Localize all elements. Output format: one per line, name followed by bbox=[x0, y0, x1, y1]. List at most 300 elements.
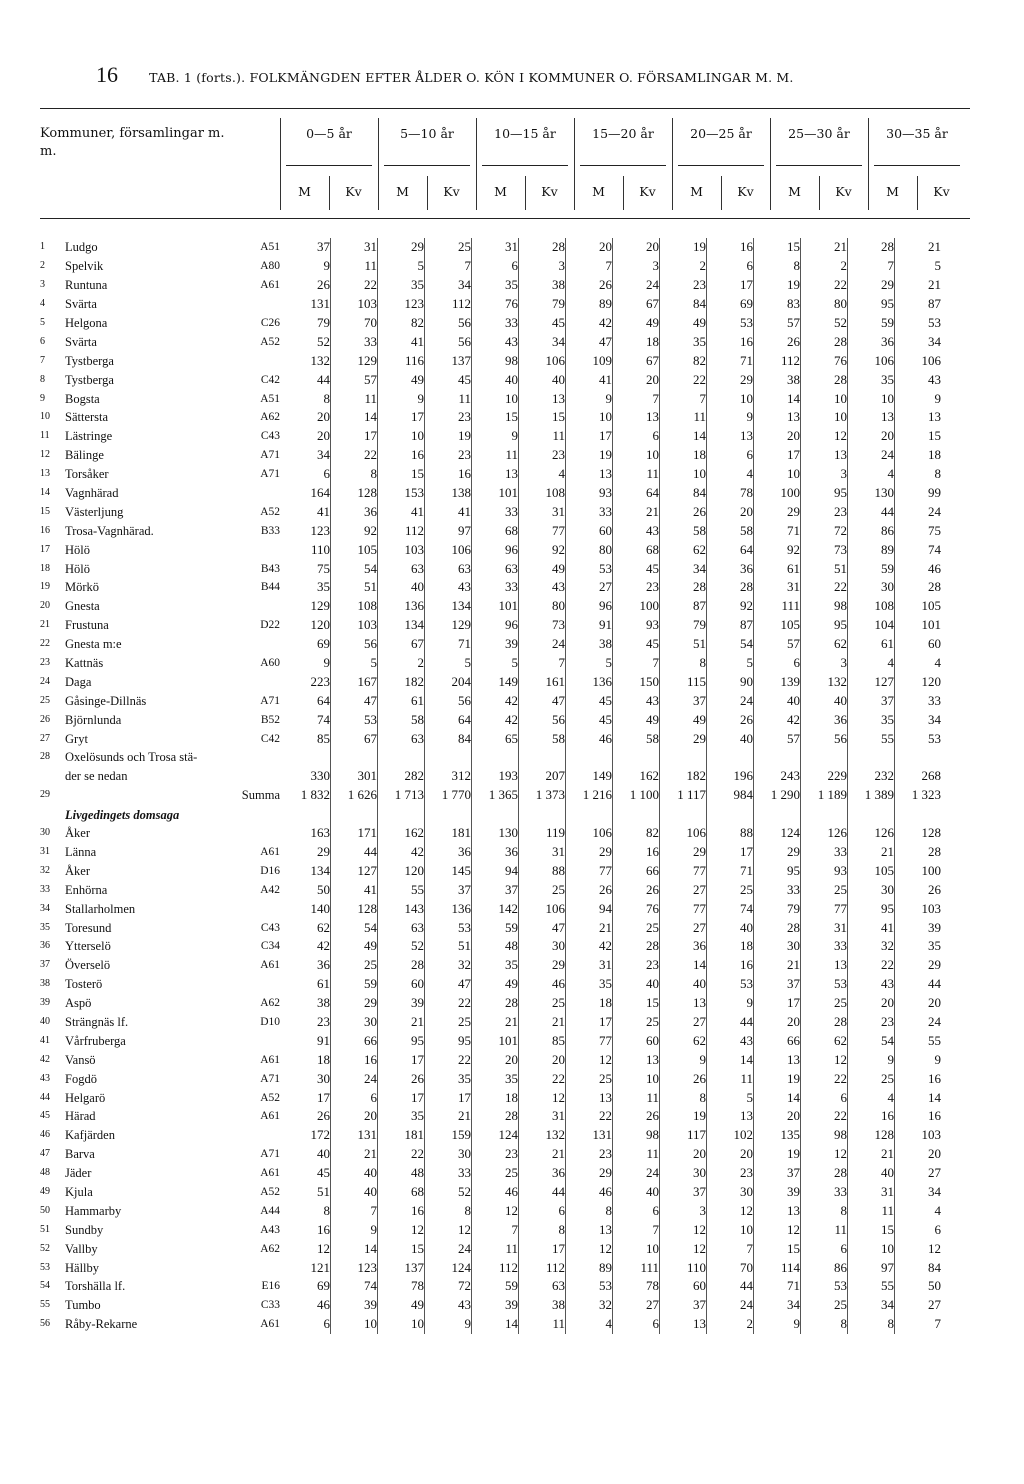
group-divider bbox=[770, 118, 771, 210]
row-name bbox=[65, 559, 284, 578]
value-cell: 312 bbox=[425, 767, 472, 786]
value-cell: 42 bbox=[566, 937, 613, 956]
value-cell: 68 bbox=[472, 521, 519, 540]
row-name bbox=[65, 1183, 284, 1202]
value-cell: 30 bbox=[331, 1013, 378, 1032]
value-cell: 85 bbox=[519, 1031, 566, 1050]
table-row bbox=[40, 351, 941, 370]
value-cell: 11 bbox=[331, 257, 378, 276]
value-cell: 120 bbox=[921, 673, 941, 689]
value-cell: 24 bbox=[928, 1013, 941, 1029]
row-label: Svärta bbox=[65, 297, 97, 312]
value-cell: 87 bbox=[660, 597, 707, 616]
value-cell: 22 bbox=[801, 578, 848, 597]
row-code: A52 bbox=[260, 505, 280, 518]
table-row bbox=[40, 729, 941, 748]
table-row bbox=[40, 1050, 941, 1069]
value-cell: 31 bbox=[519, 502, 566, 521]
value-cell: 67 bbox=[331, 729, 378, 748]
row-number: 27 bbox=[40, 732, 50, 744]
value-cell: 12 bbox=[801, 1050, 848, 1069]
row-code: A71 bbox=[260, 1148, 280, 1161]
value-cell: 31 bbox=[519, 843, 566, 862]
value-cell: 11 bbox=[519, 427, 566, 446]
value-cell: 38 bbox=[519, 1296, 566, 1315]
female-header: Kv bbox=[737, 184, 754, 199]
value-cell: 115 bbox=[660, 672, 707, 691]
value-cell: 10 bbox=[848, 1239, 895, 1258]
value-cell: 37 bbox=[284, 238, 331, 257]
value-cell: 9 bbox=[472, 427, 519, 446]
value-cell: 79 bbox=[754, 899, 801, 918]
value-cell: 74 bbox=[928, 541, 941, 557]
row-number: 35 bbox=[40, 921, 50, 933]
value-cell: 51 bbox=[331, 578, 378, 597]
row-label: Hammarby bbox=[65, 1203, 122, 1218]
value-cell: 112 bbox=[519, 1258, 566, 1277]
value-cell: 171 bbox=[331, 824, 378, 843]
value-cell bbox=[848, 805, 895, 824]
row-name bbox=[65, 861, 284, 880]
value-cell: 129 bbox=[425, 616, 472, 635]
value-cell: 134 bbox=[378, 616, 425, 635]
value-cell: 58 bbox=[519, 729, 566, 748]
value-cell: 98 bbox=[613, 1126, 660, 1145]
value-cell: 84 bbox=[425, 729, 472, 748]
value-cell: 26 bbox=[754, 332, 801, 351]
row-label: Vårfruberga bbox=[65, 1033, 126, 1048]
table-row bbox=[40, 654, 941, 673]
row-label: Helgona bbox=[65, 316, 108, 330]
value-cell: 49 bbox=[613, 710, 660, 729]
row-label: Råby-Rekarne bbox=[65, 1317, 138, 1332]
row-name bbox=[65, 257, 284, 276]
value-cell: 44 bbox=[331, 843, 378, 862]
value-cell: 121 bbox=[284, 1258, 331, 1277]
value-cell: 30 bbox=[425, 1145, 472, 1164]
value-cell: 111 bbox=[754, 597, 801, 616]
table-row bbox=[40, 484, 941, 503]
value-cell: 53 bbox=[425, 918, 472, 937]
row-code: A42 bbox=[260, 883, 280, 896]
value-cell: 95 bbox=[801, 484, 848, 503]
row-name bbox=[65, 918, 284, 937]
value-cell: 36 bbox=[848, 332, 895, 351]
value-cell: 9 bbox=[566, 389, 613, 408]
value-cell: 142 bbox=[472, 899, 519, 918]
row-number: 1 bbox=[40, 241, 45, 253]
row-number: 30 bbox=[40, 827, 50, 839]
value-cell: 131 bbox=[566, 1126, 613, 1145]
value-cell: 37 bbox=[425, 880, 472, 899]
value-cell: 75 bbox=[284, 559, 331, 578]
row-name bbox=[65, 635, 284, 654]
value-cell: 10 bbox=[472, 389, 519, 408]
value-cell bbox=[754, 748, 801, 767]
row-label: Gåsinge-Dillnäs bbox=[65, 693, 147, 708]
value-cell: 12 bbox=[928, 1240, 941, 1256]
row-name bbox=[65, 994, 284, 1013]
value-cell: 98 bbox=[801, 1126, 848, 1145]
value-cell: 9 bbox=[284, 257, 331, 276]
value-cell: 48 bbox=[472, 937, 519, 956]
value-cell: 22 bbox=[801, 276, 848, 295]
row-number: 46 bbox=[40, 1129, 50, 1141]
table-row bbox=[40, 994, 941, 1013]
female-header: Kv bbox=[933, 184, 950, 199]
row-name bbox=[65, 1164, 284, 1183]
value-cell: 93 bbox=[566, 484, 613, 503]
row-code: A52 bbox=[260, 335, 280, 348]
value-cell: 16 bbox=[378, 446, 425, 465]
value-cell: 20 bbox=[519, 1050, 566, 1069]
value-cell: 98 bbox=[472, 351, 519, 370]
value-cell: 51 bbox=[660, 635, 707, 654]
value-cell: 45 bbox=[613, 559, 660, 578]
value-cell: 22 bbox=[378, 1145, 425, 1164]
value-cell: 71 bbox=[425, 635, 472, 654]
value-cell: 18 bbox=[566, 994, 613, 1013]
value-cell: 52 bbox=[284, 332, 331, 351]
value-cell: 7 bbox=[472, 1220, 519, 1239]
value-cell: 21 bbox=[378, 1013, 425, 1032]
value-cell: 7 bbox=[613, 654, 660, 673]
value-cell: 49 bbox=[519, 559, 566, 578]
value-cell: 13 bbox=[928, 409, 941, 425]
value-cell: 44 bbox=[707, 1013, 754, 1032]
group-divider bbox=[476, 118, 477, 210]
table-row bbox=[40, 427, 941, 446]
value-cell: 50 bbox=[284, 880, 331, 899]
value-cell: 6 bbox=[331, 1088, 378, 1107]
value-cell: 21 bbox=[425, 1107, 472, 1126]
row-number: 44 bbox=[40, 1091, 50, 1103]
value-cell: 49 bbox=[660, 314, 707, 333]
value-cell: 15 bbox=[519, 408, 566, 427]
table-row bbox=[40, 1239, 941, 1258]
value-cell: 59 bbox=[472, 918, 519, 937]
value-cell: 72 bbox=[801, 521, 848, 540]
value-cell: 101 bbox=[472, 597, 519, 616]
row-label: Tumbo bbox=[65, 1298, 101, 1313]
value-cell: 13 bbox=[754, 408, 801, 427]
value-cell: 11 bbox=[613, 1145, 660, 1164]
row-name: Oxelösunds och Trosa stä- bbox=[65, 750, 198, 765]
row-code: B33 bbox=[260, 524, 280, 537]
value-cell: 55 bbox=[928, 1032, 941, 1048]
value-cell: 79 bbox=[284, 314, 331, 333]
value-cell: 26 bbox=[613, 880, 660, 899]
value-cell: 17 bbox=[754, 994, 801, 1013]
value-cell: 41 bbox=[284, 502, 331, 521]
value-cell: 71 bbox=[707, 351, 754, 370]
value-cell: 39 bbox=[928, 919, 941, 935]
value-cell: 46 bbox=[284, 1296, 331, 1315]
value-cell: 103 bbox=[921, 1127, 941, 1143]
row-number: 15 bbox=[40, 505, 50, 517]
value-cell: 17 bbox=[707, 843, 754, 862]
value-cell: 28 bbox=[707, 578, 754, 597]
value-cell: 123 bbox=[284, 521, 331, 540]
value-cell: 36 bbox=[801, 710, 848, 729]
value-cell: 106 bbox=[660, 824, 707, 843]
row-label: Vansö bbox=[65, 1052, 96, 1067]
value-cell: 43 bbox=[613, 521, 660, 540]
value-cell: 42 bbox=[472, 710, 519, 729]
value-cell: 41 bbox=[378, 332, 425, 351]
value-cell: 8 bbox=[284, 389, 331, 408]
row-number: 38 bbox=[40, 978, 50, 990]
value-cell: 33 bbox=[472, 502, 519, 521]
value-cell: 26 bbox=[378, 1069, 425, 1088]
value-cell: 48 bbox=[378, 1164, 425, 1183]
value-cell: 15 bbox=[754, 1239, 801, 1258]
row-name bbox=[65, 446, 284, 465]
value-cell: 41 bbox=[848, 918, 895, 937]
value-cell: 34 bbox=[928, 1183, 941, 1199]
value-cell: 35 bbox=[472, 1069, 519, 1088]
row-name bbox=[65, 729, 284, 748]
value-cell: 11 bbox=[519, 1315, 566, 1334]
value-cell: 112 bbox=[472, 1258, 519, 1277]
table-row bbox=[40, 1201, 941, 1220]
value-cell: 64 bbox=[613, 484, 660, 503]
value-cell: 1 389 bbox=[848, 786, 895, 805]
value-cell: 60 bbox=[660, 1277, 707, 1296]
row-label: Spelvik bbox=[65, 259, 104, 274]
row-number: 14 bbox=[40, 487, 50, 499]
value-cell: 6 bbox=[707, 257, 754, 276]
value-cell: 44 bbox=[928, 976, 941, 992]
value-cell: 22 bbox=[660, 370, 707, 389]
value-cell: 45 bbox=[566, 710, 613, 729]
value-cell: 61 bbox=[848, 635, 895, 654]
table-row bbox=[40, 559, 941, 578]
value-cell: 24 bbox=[331, 1069, 378, 1088]
value-cell: 30 bbox=[707, 1183, 754, 1202]
value-cell: 78 bbox=[707, 484, 754, 503]
row-number: 3 bbox=[40, 279, 45, 291]
value-cell: 7 bbox=[566, 257, 613, 276]
value-cell: 1 189 bbox=[801, 786, 848, 805]
value-cell: 232 bbox=[848, 767, 895, 786]
value-cell: 130 bbox=[472, 824, 519, 843]
row-label: Tystberga bbox=[65, 353, 114, 368]
value-cell: 27 bbox=[566, 578, 613, 597]
value-cell: 14 bbox=[754, 389, 801, 408]
value-cell: 68 bbox=[613, 540, 660, 559]
value-cell: 32 bbox=[566, 1296, 613, 1315]
value-cell: 11 bbox=[425, 389, 472, 408]
row-label: Björnlunda bbox=[65, 712, 122, 727]
value-cell: 132 bbox=[284, 351, 331, 370]
value-cell: 53 bbox=[801, 975, 848, 994]
value-cell bbox=[566, 805, 613, 824]
value-cell: 101 bbox=[472, 1031, 519, 1050]
value-cell: 19 bbox=[566, 446, 613, 465]
value-cell: 16 bbox=[928, 1070, 941, 1086]
value-cell: 18 bbox=[660, 446, 707, 465]
value-cell: 28 bbox=[801, 370, 848, 389]
value-cell: 34 bbox=[848, 1296, 895, 1315]
value-cell: 7 bbox=[425, 257, 472, 276]
value-cell: 82 bbox=[660, 351, 707, 370]
row-number: 4 bbox=[40, 298, 45, 310]
value-cell: 63 bbox=[378, 918, 425, 937]
value-cell: 26 bbox=[566, 880, 613, 899]
value-cell: 70 bbox=[331, 314, 378, 333]
value-cell: 16 bbox=[928, 1108, 941, 1124]
row-code: C26 bbox=[260, 317, 280, 329]
value-cell: 136 bbox=[566, 672, 613, 691]
value-cell: 58 bbox=[613, 729, 660, 748]
value-cell: 40 bbox=[801, 691, 848, 710]
value-cell: 6 bbox=[801, 1239, 848, 1258]
value-cell: 58 bbox=[660, 521, 707, 540]
value-cell: 78 bbox=[378, 1277, 425, 1296]
row-code: A71 bbox=[260, 1072, 280, 1085]
value-cell: 33 bbox=[801, 1183, 848, 1202]
value-cell: 18 bbox=[284, 1050, 331, 1069]
value-cell: 34 bbox=[660, 559, 707, 578]
row-name bbox=[65, 408, 284, 427]
value-cell: 20 bbox=[928, 1146, 941, 1162]
value-cell: 62 bbox=[660, 540, 707, 559]
value-cell: 77 bbox=[566, 1031, 613, 1050]
value-cell: 16 bbox=[707, 332, 754, 351]
value-cell: 13 bbox=[472, 465, 519, 484]
value-cell: 138 bbox=[425, 484, 472, 503]
value-cell: 74 bbox=[707, 899, 754, 918]
table-row bbox=[40, 899, 941, 918]
value-cell: 60 bbox=[378, 975, 425, 994]
value-cell: 7 bbox=[934, 1316, 941, 1332]
value-cell: 5 bbox=[425, 654, 472, 673]
value-cell: 16 bbox=[331, 1050, 378, 1069]
value-cell: 41 bbox=[566, 370, 613, 389]
value-cell: 40 bbox=[284, 1145, 331, 1164]
value-cell: 13 bbox=[754, 1050, 801, 1069]
value-cell: 30 bbox=[660, 1164, 707, 1183]
row-label: Fogdö bbox=[65, 1071, 97, 1086]
row-number: 11 bbox=[40, 430, 50, 442]
row-label: Gryt bbox=[65, 731, 88, 746]
value-cell: 95 bbox=[801, 616, 848, 635]
value-cell: 25 bbox=[848, 1069, 895, 1088]
value-cell: 4 bbox=[519, 465, 566, 484]
value-cell: 134 bbox=[284, 861, 331, 880]
value-cell: 77 bbox=[660, 861, 707, 880]
row-label: Torshälla lf. bbox=[65, 1279, 126, 1294]
row-name bbox=[65, 843, 284, 862]
row-code: C33 bbox=[260, 1299, 280, 1312]
value-cell: 13 bbox=[707, 1107, 754, 1126]
value-cell: 55 bbox=[378, 880, 425, 899]
value-cell: 108 bbox=[519, 484, 566, 503]
row-code: A71 bbox=[260, 694, 280, 707]
row-label: Hölö bbox=[65, 561, 90, 576]
page-number: 16 bbox=[96, 62, 118, 87]
age-group-header: 25—30 år bbox=[788, 126, 850, 141]
value-cell bbox=[472, 748, 519, 767]
value-cell: 5 bbox=[707, 1088, 754, 1107]
row-code: A52 bbox=[260, 1091, 280, 1104]
age-group-header: 20—25 år bbox=[690, 126, 752, 141]
row-name bbox=[65, 691, 284, 710]
value-cell: 62 bbox=[660, 1031, 707, 1050]
value-cell: 24 bbox=[425, 1239, 472, 1258]
value-cell: 33 bbox=[472, 314, 519, 333]
value-cell: 58 bbox=[707, 521, 754, 540]
value-cell: 9 bbox=[754, 1315, 801, 1334]
value-cell: 45 bbox=[519, 314, 566, 333]
value-cell: 35 bbox=[660, 332, 707, 351]
value-cell: 20 bbox=[284, 427, 331, 446]
value-cell bbox=[895, 748, 942, 767]
value-cell: 131 bbox=[284, 295, 331, 314]
value-cell: 33 bbox=[754, 880, 801, 899]
value-cell: 153 bbox=[378, 484, 425, 503]
row-code: A51 bbox=[260, 241, 280, 254]
row-label: Västerljung bbox=[65, 504, 124, 519]
row-name bbox=[65, 1126, 284, 1145]
page-title: TAB. 1 (forts.). FOLKMÄNGDEN EFTER ÅLDER O. KÖN I KOMMUNER O. FÖRSAMLINGAR M. M. bbox=[149, 70, 794, 85]
value-cell: 80 bbox=[801, 295, 848, 314]
value-cell: 76 bbox=[613, 899, 660, 918]
row-number: 55 bbox=[40, 1299, 50, 1311]
value-cell: 51 bbox=[425, 937, 472, 956]
row-name bbox=[65, 521, 284, 540]
row-label: Åker bbox=[65, 826, 90, 841]
value-cell: 26 bbox=[566, 276, 613, 295]
row-number: 34 bbox=[40, 902, 50, 914]
value-cell: 16 bbox=[848, 1107, 895, 1126]
value-cell: 30 bbox=[284, 1069, 331, 1088]
value-cell: 32 bbox=[425, 956, 472, 975]
value-cell: 6 bbox=[284, 1315, 331, 1334]
value-cell: 85 bbox=[284, 729, 331, 748]
value-cell: 24 bbox=[613, 276, 660, 295]
table-row bbox=[40, 956, 941, 975]
value-cell: 5 bbox=[566, 654, 613, 673]
row-label: Kjula bbox=[65, 1184, 93, 1199]
value-cell: 15 bbox=[378, 465, 425, 484]
value-cell: 330 bbox=[284, 767, 331, 786]
value-cell: 49 bbox=[613, 314, 660, 333]
value-cell: 47 bbox=[519, 918, 566, 937]
value-cell: 64 bbox=[707, 540, 754, 559]
row-name bbox=[65, 295, 284, 314]
row-code: A52 bbox=[260, 1185, 280, 1198]
value-cell: 24 bbox=[613, 1164, 660, 1183]
row-code: A80 bbox=[260, 260, 280, 273]
age-group-header: 0—5 år bbox=[306, 126, 352, 141]
value-cell: 44 bbox=[519, 1183, 566, 1202]
row-number: 43 bbox=[40, 1072, 50, 1084]
row-name bbox=[65, 389, 284, 408]
value-cell: 24 bbox=[928, 503, 941, 519]
section-title: Livgedingets domsaga bbox=[65, 807, 180, 822]
value-cell: 33 bbox=[331, 332, 378, 351]
value-cell: 45 bbox=[425, 370, 472, 389]
value-cell: 14 bbox=[331, 408, 378, 427]
value-cell: 56 bbox=[331, 635, 378, 654]
value-cell: 28 bbox=[928, 579, 941, 595]
value-cell: 7 bbox=[848, 257, 895, 276]
value-cell: 20 bbox=[613, 238, 660, 257]
sub-divider bbox=[623, 176, 624, 210]
value-cell: 15 bbox=[754, 238, 801, 257]
